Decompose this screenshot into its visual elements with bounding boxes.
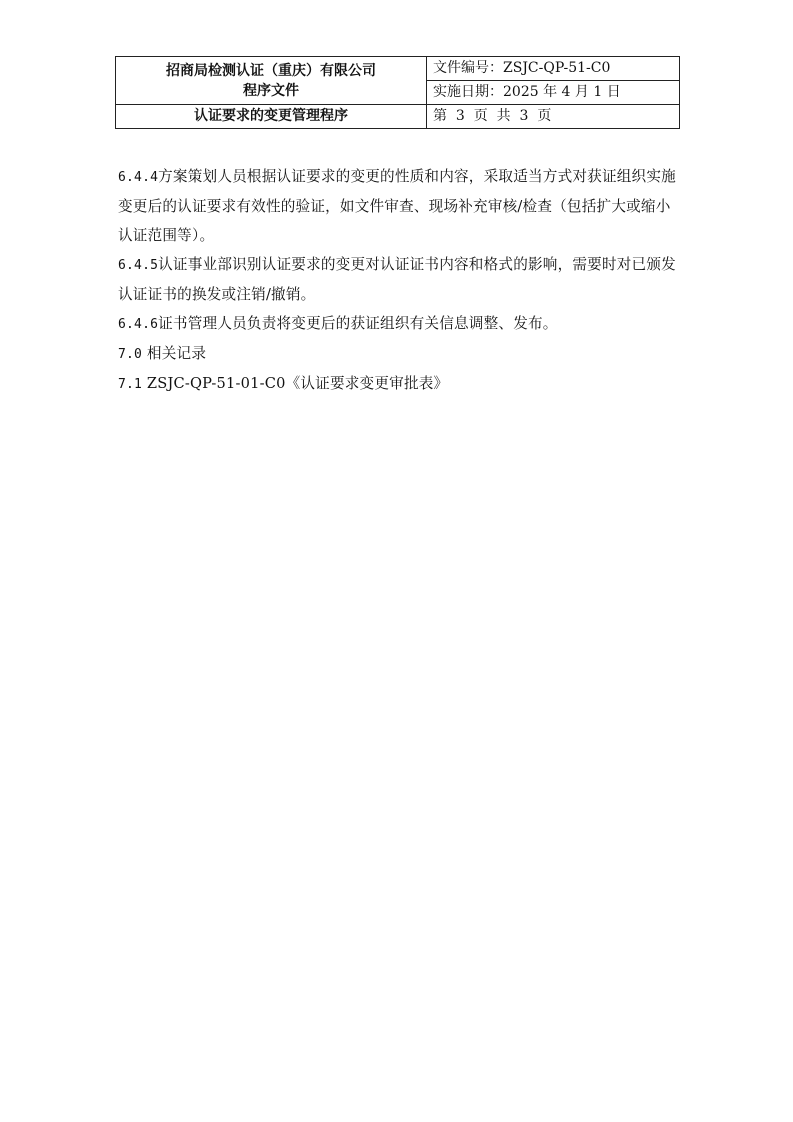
- clause-number: 6.4.4: [118, 170, 159, 185]
- section-7-0: [118, 339, 683, 369]
- section-number: 7.1: [118, 377, 143, 392]
- company-cell: [116, 57, 427, 105]
- clause-text: 证书管理人员负责将变更后的获证组织有关信息调整、发布。: [158, 315, 558, 332]
- effective-date: 实施日期：2025 年 4 月 1 日: [427, 81, 680, 105]
- paragraph-6-4-5: [118, 250, 683, 309]
- clause-number: 6.4.6: [118, 317, 159, 332]
- document-number: 文件编号：ZSJC-QP-51-C0: [427, 57, 680, 81]
- document-body: [118, 162, 683, 399]
- record-item: ZSJC-QP-51-01-C0《认证要求变更审批表》: [142, 375, 449, 392]
- page-info: 第 3 页 共 3 页: [427, 105, 680, 129]
- section-number: 7.0: [118, 347, 143, 362]
- paragraph-6-4-6: [118, 309, 683, 339]
- clause-text: 方案策划人员根据认证要求的变更的性质和内容，采取适当方式对获证组织实施变更后的认证要求有效性的验证，如文件审查、现场补充审核/检查（包括扩大或缩小认证范围等）。: [118, 168, 676, 244]
- section-7-1: [118, 369, 683, 399]
- company-name: 招商局检测认证（重庆）有限公司: [166, 62, 376, 79]
- clause-text: 认证事业部识别认证要求的变更对认证证书内容和格式的影响，需要时对已颁发认证证书的换发或注销/撤销。: [118, 256, 676, 303]
- document-header-table: [115, 56, 680, 129]
- procedure-title: 认证要求的变更管理程序: [116, 105, 427, 129]
- document-type: 程序文件: [243, 82, 299, 99]
- section-heading: 相关记录: [142, 345, 207, 362]
- clause-number: 6.4.5: [118, 258, 159, 273]
- paragraph-6-4-4: [118, 162, 683, 250]
